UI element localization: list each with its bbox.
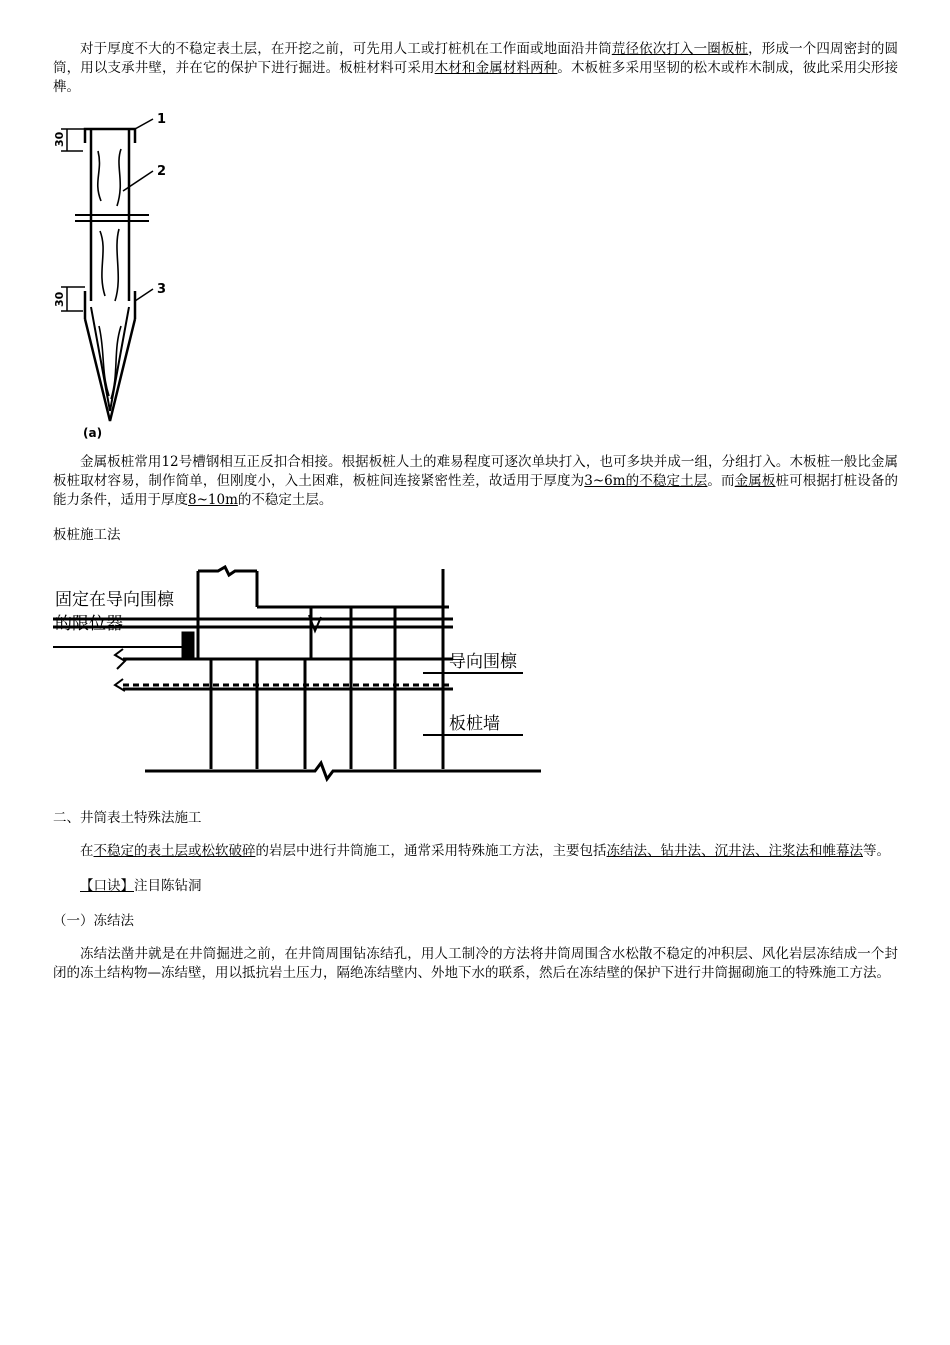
- text-run: 对于厚度不大的不稳定表土层，在开挖之前，可先用人工或打桩机在工作面或地面沿井筒: [80, 41, 612, 57]
- text-run: 金属板桩常用12号槽钢相互正反扣合相接。根据板桩人土的难易程度可逐次单块打入，也可多块并成一组，分组打入。木板桩一般比金属板桩取材容易，制作简单，但刚度小，入土困难，板桩间连接紧密性差，故适用于厚度为: [53, 454, 898, 489]
- underlined-text: 不稳定的表土层或松软破碎: [93, 843, 256, 859]
- paragraph-sheet-pile-intro: [53, 40, 898, 97]
- text-run: 。木板桩多采用坚韧的松木或柞木制成，彼此采用尖形接榫。: [53, 60, 899, 95]
- callout-1: 1: [157, 112, 167, 127]
- sheet-pile-method-diagram: [53, 559, 553, 789]
- underlined-text: 荒径依次打入一圈板桩: [611, 41, 749, 57]
- underlined-text: 木材和金属材料两种: [434, 60, 558, 76]
- underlined-text: 冻结法、钻井法、沉井法、注浆法和帷幕法: [606, 843, 863, 859]
- underlined-text: 金属板: [734, 473, 776, 489]
- underlined-text: 【口诀】: [80, 878, 134, 894]
- text-run: 桩可根据打桩设备的能力条件，适用于厚度: [53, 473, 899, 508]
- dimension-top: 30: [53, 131, 66, 147]
- text-run: ，形成一个四周密封的圆筒，用以支承井壁，并在它的保护下进行掘进。板桩材料可采用: [53, 41, 899, 76]
- label-limiter-line2: 的限位器: [55, 614, 123, 634]
- paragraph-freezing-method: 冻结法凿井就是在井筒掘进之前，在井筒周围钻冻结孔，用人工制冷的方法将井筒周围含水松散不稳定的冲积层、风化岩层冻结成一个封闭的冻土结构物—冻结壁，用以抵抗岩土压力，隔绝冻结壁内、外地下水的联系，然后在冻结壁的保护下进行井筒掘砌施工的特殊施工方法。: [53, 946, 898, 981]
- callout-3: 3: [157, 282, 167, 297]
- pile-top-cap: [85, 129, 135, 143]
- paragraph-special-methods: [53, 842, 898, 861]
- paragraph-metal-pile: [53, 453, 898, 510]
- text-run: 等。: [863, 843, 890, 859]
- mnemonic: [53, 877, 898, 896]
- underlined-text: 3~6m的不稳定土层: [584, 473, 708, 489]
- text-run: 在: [80, 843, 94, 859]
- label-pile-wall: 板桩墙: [449, 714, 500, 734]
- label-guide-wale: 导向围檩: [449, 652, 517, 672]
- text-run: 注目陈钻洞: [134, 878, 202, 894]
- dimension-bottom: 30: [53, 291, 66, 307]
- wooden-sheet-pile-figure: [53, 111, 183, 441]
- callout-2: 2: [157, 164, 167, 179]
- document-page: [53, 40, 898, 983]
- text-run: 的岩层中进行井筒施工，通常采用特殊施工方法，主要包括: [255, 843, 607, 859]
- heading-special-methods: 二、井筒表土特殊法施工: [53, 810, 202, 826]
- label-limiter-line1: 固定在导向围檩: [55, 590, 174, 610]
- underlined-text: 8~10m: [188, 492, 238, 508]
- text-run: 的不稳定土层。: [237, 492, 333, 508]
- text-run: 。而: [707, 473, 735, 489]
- heading-freezing-method: （一）冻结法: [53, 913, 134, 929]
- figure-caption: (a): [83, 426, 103, 440]
- label-sheet-pile-method: 板桩施工法: [53, 527, 121, 543]
